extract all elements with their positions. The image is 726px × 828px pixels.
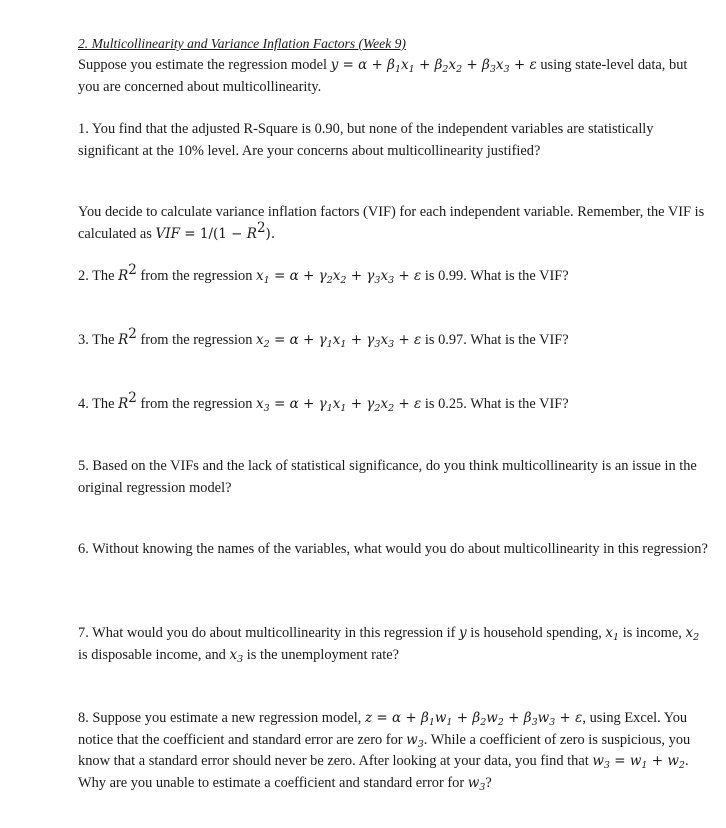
q8-part-d: . Why are you unable to estimate a coefficient and standard error for [78,753,689,791]
question-4 [78,390,708,416]
q4-lead: 4. The [78,396,115,412]
var-y: y [459,625,467,641]
q2-lead: 2. The [78,268,115,284]
question-3 [78,326,708,352]
intro-text-before: Suppose you estimate the regression model [78,57,327,73]
q3-lead: 3. The [78,332,115,348]
q7-part-d: is disposable income, and [78,646,226,663]
q3-tail: is 0.97. What is the VIF? [424,332,569,348]
question-8 [78,708,708,794]
aux-regression-x3: $x_3 = \alpha + \gamma_1x_1 + \gamma_2x_2 + \varepsilon$ [256,396,422,414]
question-6-text: 6. Without knowing the names of the variables, what would you do about multicollinearity in this regression? [78,541,708,557]
vif-formula: VIF = $1/(1 - R^2)$. [155,219,276,242]
new-regression-equation: $z = \alpha + \beta_1w_1 + \beta_2w_2 + \beta_3w_3 + \varepsilon$ [364,710,583,728]
q8-part-e: ? [485,774,492,791]
question-2 [78,262,708,288]
question-7 [78,623,708,666]
q8-part-a: 8. Suppose you estimate a new regression model, [78,710,362,726]
var-x2: $x_2$ [685,625,700,643]
question-5-text: 5. Based on the VIFs and the lack of statistical significance, do you think multicollinearity is an issue in the original regression model? [78,458,697,496]
aux-regression-x2: $x_2 = \alpha + \gamma_1x_1 + \gamma_3x_3 + \varepsilon$ [256,332,422,350]
q7-part-e: is the unemployment rate? [246,646,400,663]
vif-intro-text: You decide to calculate variance inflation factors (VIF) for each independent variable. Remember, the VIF is calculated as [78,204,705,242]
var-x3: $x_3$ [229,646,244,665]
q7-part-a: 7. What would you do about multicollinearity in this regression if [78,625,456,641]
intro-text-after: using state-level data, but you are concerned about multicollinearity. [78,57,688,95]
intro-paragraph [78,55,708,98]
q3-from: from the regression [140,332,253,348]
w3-identity: $w_3 = w_1 + w_2$ [592,753,685,771]
r-squared-symbol: $R^2$ [118,262,137,284]
var-w3: $w_3$ [467,774,486,793]
aux-regression-x1: $x_1 = \alpha + \gamma_2x_2 + \gamma_3x_3 + \varepsilon$ [256,268,422,286]
question-6 [78,539,708,561]
q4-from: from the regression [140,396,253,412]
regression-model-equation: $y = \alpha + \beta_1x_1 + \beta_2x_2 + \beta_3x_3 + \varepsilon$ [330,57,537,75]
q8-part-c: . While a coefficient of zero is suspicious, you know that a standard error should never be zero. After looking at your data, you find that [78,731,691,769]
r-squared-symbol: $R^2$ [118,390,137,412]
q8-part-b: , using Excel. You notice that the coefficient and standard error are zero for [78,710,688,748]
var-w3: $w_3$ [406,731,424,750]
q2-from: from the regression [140,268,253,284]
vif-intro-paragraph [78,202,708,245]
q2-tail: is 0.99. What is the VIF? [424,268,569,284]
var-x1: $x_1$ [605,625,620,643]
q4-tail: is 0.25. What is the VIF? [424,396,569,412]
q7-part-b: is household spending, [470,625,602,641]
q7-part-c: is income, [622,625,682,641]
section-title: 2. Multicollinearity and Variance Inflation Factors (Week 9) [78,36,406,51]
section-title-block [78,33,708,55]
r-squared-symbol: $R^2$ [118,326,137,348]
question-1 [78,119,708,162]
question-5 [78,456,708,499]
question-1-text: 1. You find that the adjusted R-Square is 0.90, but none of the independent variables are statistically significant at the 10% level. Are your concerns about multicollinearity justified? [78,121,654,159]
